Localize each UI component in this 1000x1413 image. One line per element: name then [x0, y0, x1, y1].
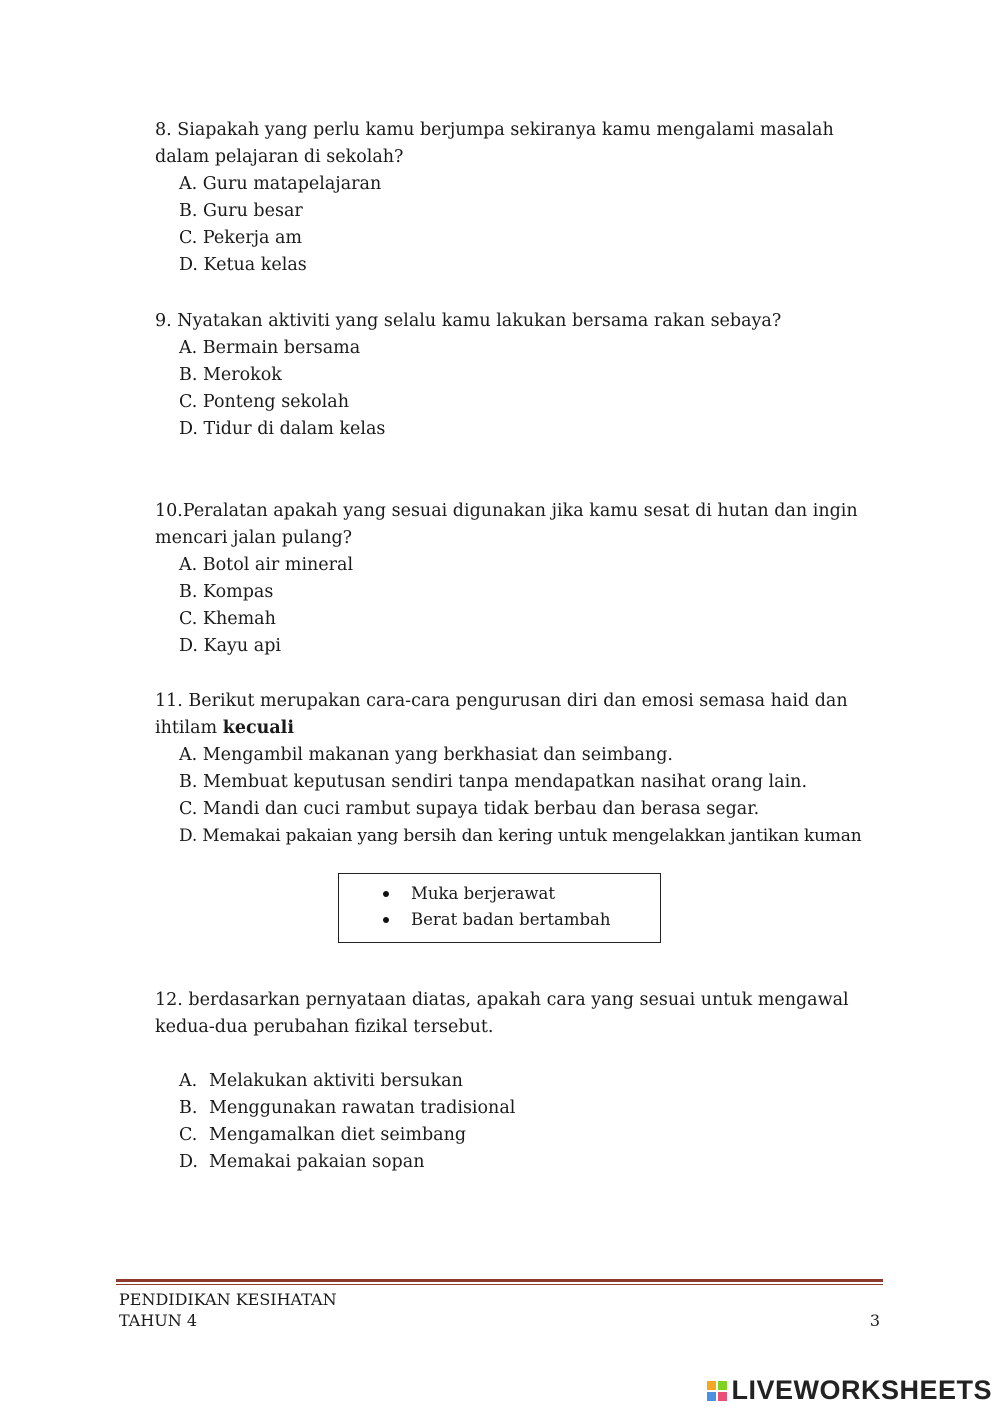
- question-10-options: [155, 552, 875, 660]
- option-letter: C.: [179, 1125, 198, 1145]
- option-text: Menggunakan rawatan tradisional: [209, 1098, 516, 1118]
- question-10: [155, 498, 875, 660]
- question-8-option-c[interactable]: C. Pekerja am: [179, 228, 303, 248]
- question-10-option-c[interactable]: C. Khemah: [179, 609, 276, 629]
- question-12-option-b[interactable]: [179, 1095, 875, 1122]
- footer-year: TAHUN 4: [119, 1311, 198, 1330]
- option-text: Melakukan aktiviti bersukan: [209, 1071, 463, 1091]
- question-9-option-d[interactable]: D. Tidur di dalam kelas: [179, 419, 386, 439]
- question-9-options: [155, 335, 875, 443]
- option-text: Mengamalkan diet seimbang: [209, 1125, 467, 1145]
- logo-square: [718, 1381, 727, 1390]
- question-10-option-b[interactable]: B. Kompas: [179, 582, 274, 602]
- question-12-option-a[interactable]: [179, 1068, 875, 1095]
- question-12-option-c[interactable]: [179, 1122, 875, 1149]
- liveworksheets-logo[interactable]: [707, 1375, 992, 1406]
- question-8-stem: 8. Siapakah yang perlu kamu berjumpa sekiranya kamu mengalami masalah dalam pelajaran di sekolah?: [155, 120, 834, 167]
- question-12-options: [155, 1068, 875, 1176]
- question-11-stem-emphasis: kecuali: [222, 718, 294, 738]
- question-12-option-d[interactable]: [179, 1149, 875, 1176]
- question-8-options: [155, 171, 875, 279]
- logo-square: [707, 1381, 716, 1390]
- option-letter: A.: [179, 1071, 198, 1091]
- option-letter: B.: [179, 1098, 198, 1118]
- footer-divider: [116, 1279, 883, 1282]
- footer-subject: PENDIDIKAN KESIHATAN: [119, 1290, 337, 1309]
- statement-item: [339, 907, 660, 933]
- question-12-stem: 12. berdasarkan pernyataan diatas, apakah cara yang sesuai untuk mengawal kedua-dua perubahan fizikal tersebut.: [155, 990, 849, 1037]
- logo-square: [718, 1392, 727, 1401]
- question-8-option-b[interactable]: B. Guru besar: [179, 201, 303, 221]
- question-11-stem: [155, 688, 885, 742]
- question-11-option-d[interactable]: D. Memakai pakaian yang bersih dan kering untuk mengelakkan jantikan kuman: [179, 826, 862, 846]
- question-9-stem: 9. Nyatakan aktiviti yang selalu kamu lakukan bersama rakan sebaya?: [155, 311, 782, 331]
- statement-item: [339, 881, 660, 907]
- statement-item-text: Muka berjerawat: [411, 884, 556, 903]
- statement-item-text: Berat badan bertambah: [411, 910, 611, 929]
- question-8-option-a[interactable]: A. Guru matapelajaran: [179, 174, 382, 194]
- question-10-stem: 10.Peralatan apakah yang sesuai digunakan jika kamu sesat di hutan dan ingin mencari jalan pulang?: [155, 501, 858, 548]
- question-11-stem-text: 11. Berikut merupakan cara-cara pengurusan diri dan emosi semasa haid dan ihtilam: [155, 691, 848, 738]
- footer: [119, 1289, 337, 1331]
- question-9-option-b[interactable]: B. Merokok: [179, 365, 282, 385]
- page-number: 3: [869, 1311, 880, 1330]
- question-11-options: [155, 742, 885, 850]
- question-10-option-d[interactable]: D. Kayu api: [179, 636, 281, 656]
- question-9: [155, 308, 875, 443]
- question-11-option-c[interactable]: C. Mandi dan cuci rambut supaya tidak berbau dan berasa segar.: [179, 799, 760, 819]
- question-8-option-d[interactable]: D. Ketua kelas: [179, 255, 307, 275]
- option-letter: D.: [179, 1152, 198, 1172]
- option-text: Memakai pakaian sopan: [209, 1152, 425, 1172]
- bullet-icon: [383, 891, 389, 897]
- question-9-option-c[interactable]: C. Ponteng sekolah: [179, 392, 349, 412]
- logo-square: [707, 1392, 716, 1401]
- question-9-option-a[interactable]: A. Bermain bersama: [179, 338, 361, 358]
- question-11-option-b[interactable]: B. Membuat keputusan sendiri tanpa mendapatkan nasihat orang lain.: [179, 772, 808, 792]
- liveworksheets-wordmark: LIVEWORKSHEETS: [731, 1375, 992, 1405]
- question-11-option-a[interactable]: A. Mengambil makanan yang berkhasiat dan seimbang.: [179, 745, 673, 765]
- footer-divider-thin: [116, 1284, 883, 1285]
- statement-box: [338, 873, 661, 943]
- question-10-option-a[interactable]: A. Botol air mineral: [179, 555, 354, 575]
- bullet-icon: [383, 917, 389, 923]
- question-11: [155, 688, 885, 850]
- liveworksheets-icon: [707, 1381, 727, 1401]
- question-8: [155, 117, 875, 279]
- question-12: [155, 987, 875, 1176]
